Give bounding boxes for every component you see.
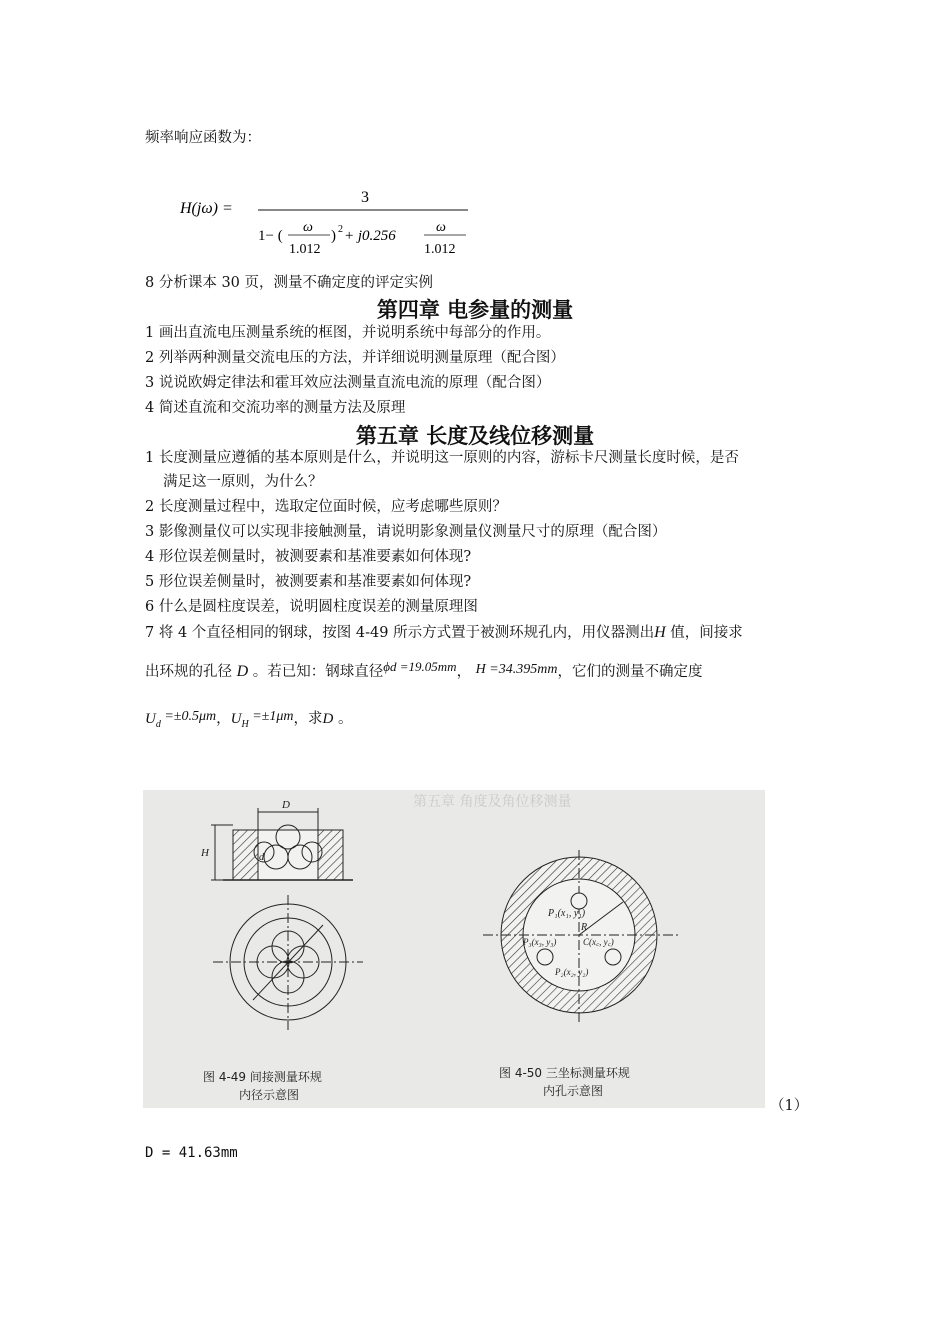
chapter5-title: 第五章 长度及线位移测量 [355,424,595,448]
denominator-omega-1: ω [303,220,313,235]
ch5-item-4: 4 形位误差侧量时，被测要素和基准要素如何体现? [145,549,472,565]
ch5-item-1-line1: 1 长度测量应遵循的基本原则是什么，并说明这一原则的内容，游标卡尺测量长度时候，是否 [145,450,739,466]
svg-text:P₃(x₃, y₃): P₃(x₃, y₃) [523,937,557,947]
question-8: 8 分析课本 30 页，测量不确定度的评定实例 [145,275,434,291]
svg-text:P₂(x₂, y₂): P₂(x₂, y₂) [555,967,589,977]
fig-4-49-caption-1: 图 4-49 间接测量环规 [203,1070,322,1084]
chapter4-title: 第四章 电参量的测量 [376,298,574,322]
ch4-item-2: 2 列举两种测量交流电压的方法，并详细说明测量原理（配合图） [145,350,565,366]
denominator-divisor-2: 1.012 [424,242,456,257]
ch5-item-2: 2 长度测量过程中，选取定位面时候，应考虑哪些原则？ [145,499,507,515]
ch5-item-3: 3 影像测量仪可以实现非接触测量，请说明影象测量仪测量尺寸的原理（配合图） [145,524,667,540]
formula-numerator: 3 [361,189,369,206]
fig-4-50-caption-2: 内孔示意图 [543,1084,604,1098]
denominator-j-term: + j0.256 [344,228,396,244]
denominator-divisor-1: 1.012 [289,242,321,257]
answer-text: D = 41.63mm [145,1145,238,1161]
fig-4-49-caption-2: 内径示意图 [239,1088,300,1102]
denominator-one: 1− ( [258,228,283,244]
svg-text:R: R [581,922,588,933]
frequency-response-formula [178,182,478,262]
fig-4-49-section [211,808,353,880]
svg-text:D: D [282,799,290,811]
ch5-item-7-line1: 7 将 4 个直径相同的钢球，按图 4-49 所示方式置于被测环规孔内，用仪器测出H 值，间接求 [145,624,743,641]
denominator-omega-2: ω [436,220,446,235]
scanned-figure [143,790,765,1108]
ch5-item-6: 6 什么是圆柱度误差，说明圆柱度误差的测量原理图 [145,599,478,615]
svg-text:P₁(x₁, y₁): P₁(x₁, y₁) [548,908,586,919]
svg-text:2: 2 [338,224,343,235]
svg-text:C(x꜀, y꜀): C(x꜀, y꜀) [583,937,614,947]
ch5-item-5: 5 形位误差侧量时，被测要素和基准要素如何体现? [145,574,472,590]
formula-lhs: H(jω) = [180,200,233,217]
fig-4-50-caption-1: 图 4-50 三坐标测量环规 [499,1066,630,1080]
svg-text:): ) [331,228,336,244]
fig-4-49-plan [213,895,363,1030]
faint-bg-text: 第五章 角度及角位移测量 [413,794,572,810]
ch4-item-3: 3 说说欧姆定律法和霍耳效应法测量直流电流的原理（配合图） [145,375,551,391]
figure-number: （1） [770,1098,809,1114]
ch5-item-1-line2: 满足这一原则，为什么？ [163,474,323,490]
ch4-item-1: 1 画出直流电压测量系统的框图，并说明系统中每部分的作用。 [145,325,551,341]
fig-4-50-ring [483,850,678,1022]
ch5-item-7-line3: $U_d =\pm 0.5\mu m$，$U_H =\pm 1\mu m$，求D 。 [145,709,353,730]
svg-text:d: d [259,852,264,863]
intro-text: 频率响应函数为： [145,130,261,146]
ch4-item-4: 4 简述直流和交流功率的测量方法及原理 [145,400,406,416]
ch5-item-7-line2: 出环规的孔径 D 。若已知：钢球直径ϕd =19.05mm， H =34.395mm，它们的测量不确定度 [145,659,703,680]
svg-text:H: H [201,847,209,859]
